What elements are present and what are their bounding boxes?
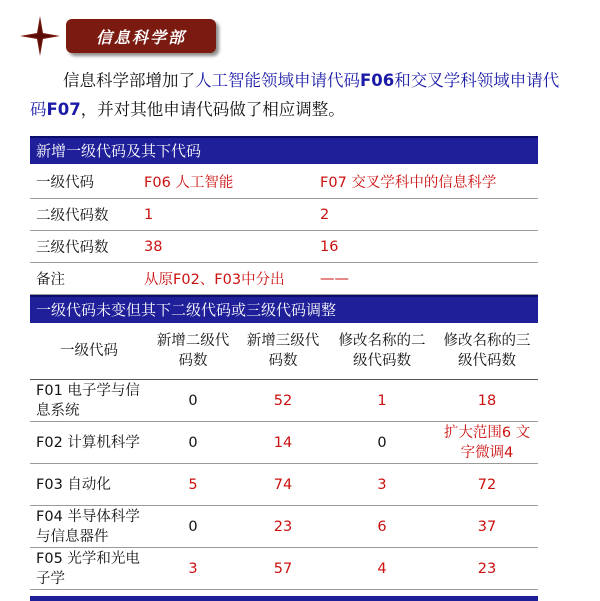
table-header-row [30, 323, 538, 380]
renamed-l2-count: 0 [328, 422, 436, 464]
code-name: F02 计算机科学 [30, 422, 148, 464]
header-cell: 一级代码 [30, 323, 148, 380]
renamed-l3-count: 扩大范围6 文字微调4 [436, 422, 538, 464]
renamed-l3-count: 37 [436, 506, 538, 548]
f06-value: F06 人工智能 [138, 164, 314, 199]
new-l3-count: 52 [238, 380, 328, 422]
renamed-l2-count: 6 [328, 506, 436, 548]
new-codes-table [30, 164, 538, 295]
f06-value: 38 [138, 231, 314, 263]
intro-code-f07: F07 [46, 100, 81, 119]
row-label: 备注 [30, 263, 138, 295]
renamed-l2-count: 4 [328, 548, 436, 590]
new-l3-count: 57 [238, 548, 328, 590]
new-l3-count: 23 [238, 506, 328, 548]
section2-title: 一级代码未变但其下二级代码或三级代码调整 [30, 295, 538, 323]
new-l2-count: 0 [148, 506, 238, 548]
table-row [30, 464, 538, 506]
row-label: 二级代码数 [30, 199, 138, 231]
new-l2-count: 3 [148, 548, 238, 590]
intro-paragraph [30, 66, 570, 124]
intro-text-1: 信息科学部增加了 [63, 71, 195, 90]
code-name: F01 电子学与信息系统 [30, 380, 148, 422]
new-l2-count: 5 [148, 464, 238, 506]
intro-text-2: 人工智能领域申请代码 [195, 71, 360, 90]
section1-title: 新增一级代码及其下代码 [30, 136, 538, 164]
table-row [30, 231, 538, 263]
header-cell: 修改名称的二级代码数 [328, 323, 436, 380]
star-decoration-icon [18, 14, 62, 58]
codes-content [30, 136, 538, 601]
code-name: F05 光学和光电子学 [30, 548, 148, 590]
intro-text-4: 和交叉学科领域申请代码 [30, 71, 560, 119]
new-l3-count: 74 [238, 464, 328, 506]
row-label: 三级代码数 [30, 231, 138, 263]
table-row [30, 263, 538, 295]
f06-value: 从原F02、F03中分出 [138, 263, 314, 295]
header-cell: 新增二级代码数 [148, 323, 238, 380]
bottom-divider [30, 596, 538, 601]
row-label: 一级代码 [30, 164, 138, 199]
renamed-l3-count: 18 [436, 380, 538, 422]
table-row [30, 548, 538, 590]
f07-value: —— [314, 263, 538, 295]
renamed-l3-count: 23 [436, 548, 538, 590]
renamed-l3-count: 72 [436, 464, 538, 506]
table-row [30, 422, 538, 464]
new-l2-count: 0 [148, 422, 238, 464]
intro-code-f06: F06 [360, 71, 395, 90]
f07-value: F07 交叉学科中的信息科学 [314, 164, 538, 199]
table-row [30, 506, 538, 548]
code-name: F03 自动化 [30, 464, 148, 506]
section-banner: 信息科学部 [66, 19, 216, 53]
f06-value: 1 [138, 199, 314, 231]
renamed-l2-count: 1 [328, 380, 436, 422]
adjusted-codes-table [30, 323, 538, 590]
intro-text-6: ，并对其他申请代码做了相应调整。 [80, 100, 345, 119]
table-row [30, 164, 538, 199]
new-l3-count: 14 [238, 422, 328, 464]
new-l2-count: 0 [148, 380, 238, 422]
renamed-l2-count: 3 [328, 464, 436, 506]
header-cell: 新增三级代码数 [238, 323, 328, 380]
f07-value: 16 [314, 231, 538, 263]
header-cell: 修改名称的三级代码数 [436, 323, 538, 380]
table-row [30, 199, 538, 231]
f07-value: 2 [314, 199, 538, 231]
table-row [30, 380, 538, 422]
code-name: F04 半导体科学与信息器件 [30, 506, 148, 548]
